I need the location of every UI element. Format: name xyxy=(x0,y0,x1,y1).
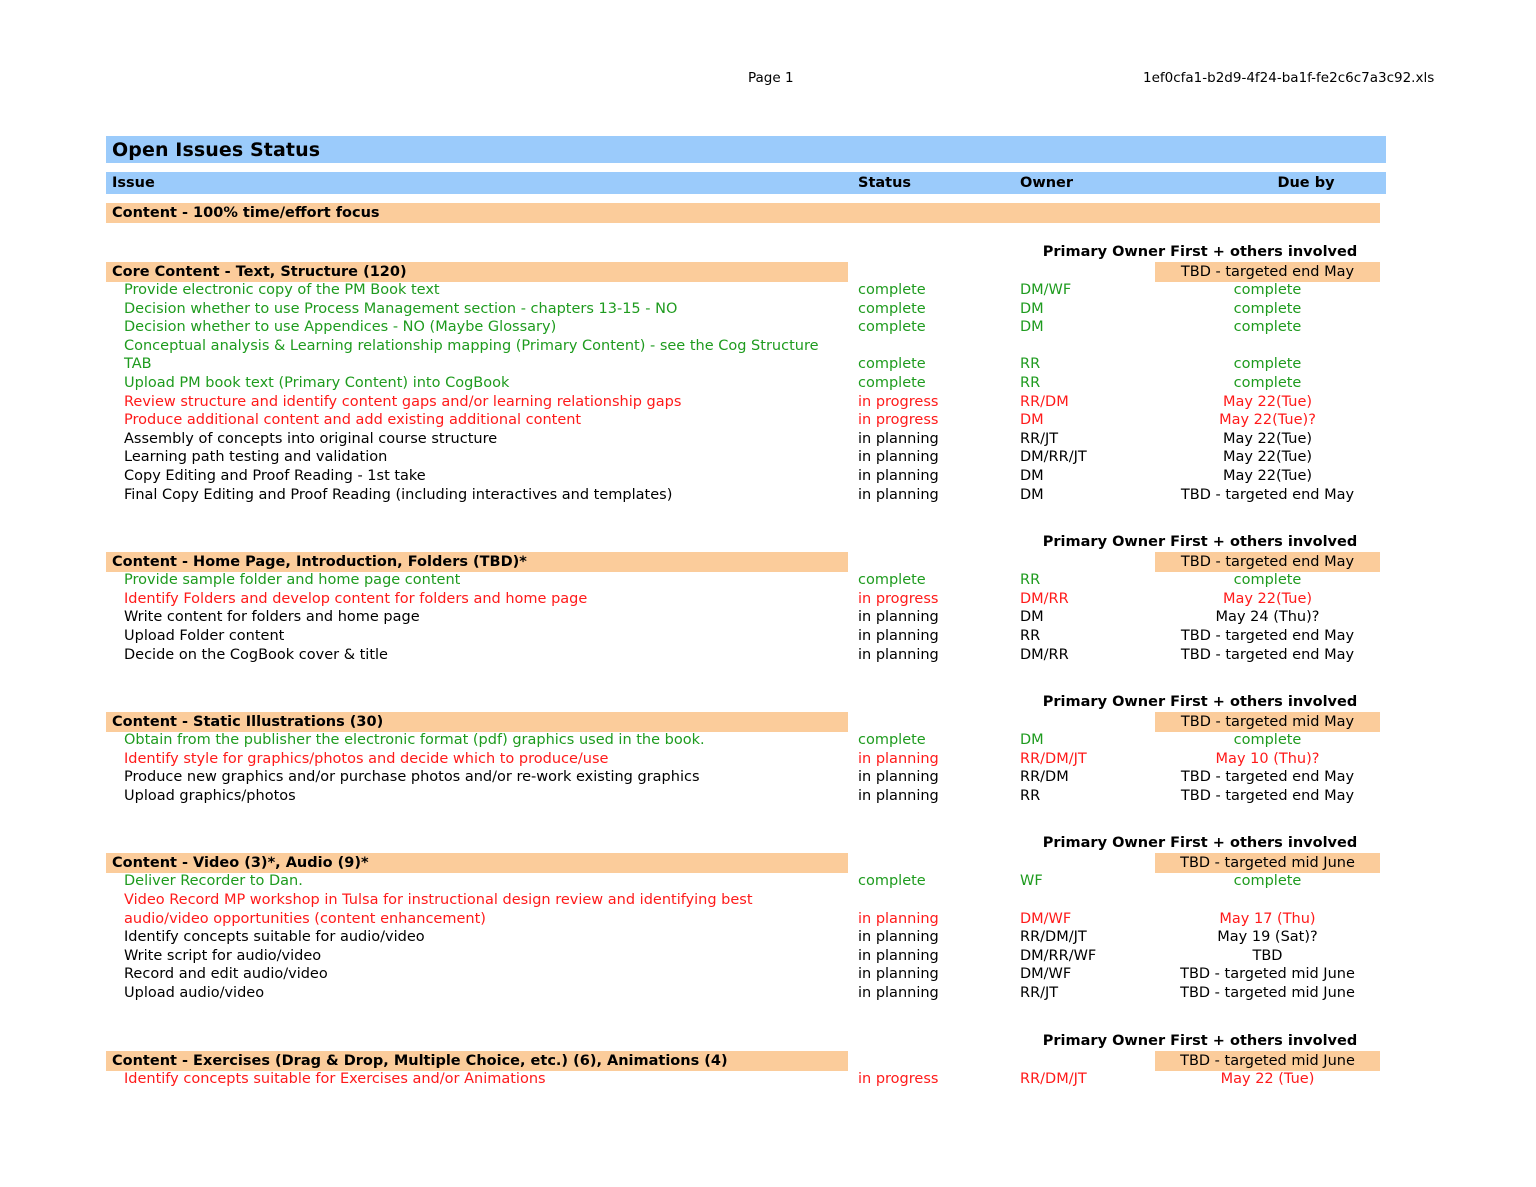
cell-owner: RR xyxy=(1020,572,1041,589)
section-header-row xyxy=(106,853,1386,873)
cell-owner: RR xyxy=(1020,356,1041,373)
cell-status: in progress xyxy=(858,590,939,607)
table-row[interactable] xyxy=(106,732,1386,751)
cell-due-by: complete xyxy=(1233,732,1302,749)
owner-caption-row xyxy=(106,692,1386,712)
cell-issue: Upload audio/video xyxy=(124,985,265,1002)
column-header-due-by: Due by xyxy=(1277,175,1335,191)
cell-issue: Conceptual analysis & Learning relationship mapping (Primary Content) - see the Cog Structure xyxy=(124,337,819,354)
table-row[interactable] xyxy=(106,751,1386,770)
spacer xyxy=(106,505,1386,532)
cell-due-by: complete xyxy=(1233,300,1302,317)
cell-status: complete xyxy=(858,873,926,890)
cell-owner: DM xyxy=(1020,732,1044,749)
owner-caption-row xyxy=(106,242,1386,262)
table-row[interactable] xyxy=(106,375,1386,394)
cell-owner: DM/RR/JT xyxy=(1020,449,1087,466)
spreadsheet-sheet xyxy=(106,136,1386,1089)
cell-issue: Write script for audio/video xyxy=(124,947,322,964)
section-heading: Core Content - Text, Structure (120) xyxy=(112,264,407,280)
table-row[interactable] xyxy=(106,948,1386,967)
cell-issue: Record and edit audio/video xyxy=(124,966,328,983)
cell-status: complete xyxy=(858,319,926,336)
spacer xyxy=(106,1004,1386,1031)
table-row[interactable] xyxy=(106,892,1386,911)
cell-status: in planning xyxy=(858,449,939,466)
cell-status: complete xyxy=(858,374,926,391)
cell-issue: Identify concepts suitable for Exercises and/or Animations xyxy=(124,1070,546,1087)
cell-due-by: May 19 (Sat)? xyxy=(1217,929,1318,946)
cell-due-by: May 10 (Thu)? xyxy=(1215,750,1320,767)
cell-due-by: TBD - targeted mid June xyxy=(1180,985,1355,1002)
cell-issue: Review structure and identify content gaps and/or learning relationship gaps xyxy=(124,393,682,410)
cell-issue: Identify Folders and develop content for folders and home page xyxy=(124,590,588,607)
cell-owner: DM/WF xyxy=(1020,910,1072,927)
cell-status: in planning xyxy=(858,430,939,447)
cell-issue: Identify style for graphics/photos and decide which to produce/use xyxy=(124,750,609,767)
cell-owner: DM/WF xyxy=(1020,966,1072,983)
page-title: Open Issues Status xyxy=(112,139,321,161)
table-row[interactable] xyxy=(106,319,1386,338)
table-row[interactable] xyxy=(106,628,1386,647)
owner-caption-label: Primary Owner First + others involved xyxy=(1042,1032,1358,1049)
section-target-date-badge: TBD - targeted end May xyxy=(1155,262,1380,282)
column-header-owner: Owner xyxy=(1020,175,1074,191)
cell-owner: WF xyxy=(1020,873,1043,890)
owner-caption-row xyxy=(106,532,1386,552)
cell-status: in planning xyxy=(858,769,939,786)
section-target-date-badge: TBD - targeted end May xyxy=(1155,552,1380,572)
cell-status: in planning xyxy=(858,627,939,644)
cell-due-by: complete xyxy=(1233,282,1302,298)
cell-owner: RR/DM/JT xyxy=(1020,929,1087,946)
cell-owner: DM xyxy=(1020,412,1044,429)
owner-caption-label: Primary Owner First + others involved xyxy=(1042,244,1358,260)
spacer xyxy=(106,163,1386,172)
table-row[interactable] xyxy=(106,572,1386,591)
cell-status: in planning xyxy=(858,646,939,663)
cell-status: in planning xyxy=(858,966,939,983)
section-target-date-badge: TBD - targeted mid May xyxy=(1155,712,1380,732)
cell-due-by: TBD - targeted end May xyxy=(1180,769,1355,786)
table-column-headers xyxy=(106,172,1386,194)
cell-status: complete xyxy=(858,300,926,317)
cell-status: complete xyxy=(858,282,926,298)
cell-status: in planning xyxy=(858,787,939,804)
table-row[interactable] xyxy=(106,788,1386,807)
cell-owner: RR/DM/JT xyxy=(1020,750,1087,767)
cell-owner: DM/WF xyxy=(1020,282,1072,298)
cell-issue: Produce new graphics and/or purchase photos and/or re-work existing graphics xyxy=(124,769,700,786)
cell-status: in planning xyxy=(858,609,939,626)
cell-owner: RR/DM xyxy=(1020,393,1069,410)
cell-issue: Upload PM book text (Primary Content) into CogBook xyxy=(124,374,510,391)
cell-owner: RR xyxy=(1020,627,1041,644)
cell-issue: Upload graphics/photos xyxy=(124,787,296,804)
cell-due-by: May 24 (Thu)? xyxy=(1215,609,1320,626)
section-header-row xyxy=(106,262,1386,282)
cell-status: in planning xyxy=(858,750,939,767)
table-row[interactable] xyxy=(106,301,1386,320)
sheet-title-banner xyxy=(106,136,1386,163)
table-row[interactable] xyxy=(106,911,1386,930)
spacer xyxy=(106,665,1386,692)
spacer xyxy=(106,806,1386,833)
cell-issue: Copy Editing and Proof Reading - 1st take xyxy=(124,467,426,484)
cell-due-by: May 22(Tue)? xyxy=(1219,412,1316,429)
cell-status: complete xyxy=(858,356,926,373)
table-row[interactable] xyxy=(106,394,1386,413)
owner-caption-label: Primary Owner First + others involved xyxy=(1042,534,1358,551)
cell-owner: DM/RR xyxy=(1020,646,1069,663)
cell-owner: RR/JT xyxy=(1020,430,1059,447)
table-row[interactable] xyxy=(106,449,1386,468)
table-row[interactable] xyxy=(106,487,1386,506)
section-heading: Content - Home Page, Introduction, Folders (TBD)* xyxy=(112,554,527,571)
cell-issue: Final Copy Editing and Proof Reading (including interactives and templates) xyxy=(124,486,673,503)
cell-owner: DM xyxy=(1020,467,1044,484)
cell-due-by: May 22(Tue) xyxy=(1222,430,1313,447)
table-row[interactable] xyxy=(106,929,1386,948)
cell-issue: Decision whether to use Appendices - NO (Maybe Glossary) xyxy=(124,319,557,336)
cell-due-by: complete xyxy=(1233,873,1302,890)
cell-due-by: TBD - targeted end May xyxy=(1180,787,1355,804)
table-row[interactable] xyxy=(106,609,1386,628)
cell-issue: Identify concepts suitable for audio/video xyxy=(124,929,425,946)
cell-due-by: complete xyxy=(1233,572,1302,589)
table-row[interactable] xyxy=(106,282,1386,301)
page-number-label: Page 1 xyxy=(748,70,794,86)
cell-status: in progress xyxy=(858,412,939,429)
cell-issue: Provide sample folder and home page content xyxy=(124,572,461,589)
section-target-date-badge: TBD - targeted mid June xyxy=(1155,853,1380,873)
column-header-issue: Issue xyxy=(112,175,155,191)
table-row[interactable] xyxy=(106,647,1386,666)
section-header-row xyxy=(106,1051,1386,1071)
owner-caption-label: Primary Owner First + others involved xyxy=(1042,835,1358,852)
cell-owner: DM xyxy=(1020,319,1044,336)
cell-due-by: May 22(Tue) xyxy=(1222,467,1313,484)
table-row[interactable] xyxy=(106,769,1386,788)
cell-owner: RR xyxy=(1020,787,1041,804)
table-row[interactable] xyxy=(106,1071,1386,1090)
cell-due-by: complete xyxy=(1233,356,1302,373)
cell-due-by: complete xyxy=(1233,319,1302,336)
table-row[interactable] xyxy=(106,873,1386,892)
cell-due-by: TBD - targeted end May xyxy=(1180,646,1355,663)
cell-due-by: May 17 (Thu) xyxy=(1219,910,1316,927)
cell-owner: DM/RR xyxy=(1020,590,1069,607)
sections-container xyxy=(106,242,1386,1089)
cell-owner: DM xyxy=(1020,486,1044,503)
cell-status: in progress xyxy=(858,1070,939,1087)
cell-issue: Video Record MP workshop in Tulsa for instructional design review and identifying best xyxy=(124,892,753,909)
cell-due-by: May 22(Tue) xyxy=(1222,393,1313,410)
cell-issue: Assembly of concepts into original course structure xyxy=(124,430,498,447)
cell-issue: Decision whether to use Process Management section - chapters 13-15 - NO xyxy=(124,300,678,317)
spacer xyxy=(106,194,1386,203)
cell-owner: RR xyxy=(1020,374,1041,391)
cell-issue: audio/video opportunities (content enhancement) xyxy=(124,910,486,927)
cell-issue: Obtain from the publisher the electronic format (pdf) graphics used in the book. xyxy=(124,732,705,749)
cell-due-by: TBD - targeted mid June xyxy=(1180,966,1355,983)
cell-owner: DM/RR/WF xyxy=(1020,947,1097,964)
cell-owner: RR/DM/JT xyxy=(1020,1070,1087,1087)
cell-issue: TAB xyxy=(124,356,152,373)
cell-issue: Decide on the CogBook cover & title xyxy=(124,646,388,663)
table-row[interactable] xyxy=(106,966,1386,985)
cell-issue: Upload Folder content xyxy=(124,627,285,644)
cell-due-by: TBD - targeted end May xyxy=(1180,486,1355,503)
top-section-banner xyxy=(106,203,1386,223)
cell-due-by: May 22(Tue) xyxy=(1222,590,1313,607)
column-header-status: Status xyxy=(858,175,912,191)
cell-due-by: TBD - targeted end May xyxy=(1180,627,1355,644)
cell-owner: DM xyxy=(1020,300,1044,317)
cell-status: in progress xyxy=(858,393,939,410)
table-row[interactable] xyxy=(106,591,1386,610)
table-row[interactable] xyxy=(106,338,1386,357)
owner-caption-label: Primary Owner First + others involved xyxy=(1042,694,1358,711)
table-row[interactable] xyxy=(106,468,1386,487)
cell-due-by: TBD xyxy=(1252,947,1283,964)
cell-status: in planning xyxy=(858,467,939,484)
cell-status: complete xyxy=(858,572,926,589)
cell-owner: DM xyxy=(1020,609,1044,626)
cell-status: in planning xyxy=(858,929,939,946)
print-header xyxy=(0,70,1536,90)
section-header-row xyxy=(106,552,1386,572)
spacer xyxy=(106,223,1386,242)
cell-status: complete xyxy=(858,732,926,749)
table-row[interactable] xyxy=(106,985,1386,1004)
cell-issue: Provide electronic copy of the PM Book text xyxy=(124,282,440,298)
cell-status: in planning xyxy=(858,985,939,1002)
table-row[interactable] xyxy=(106,356,1386,375)
section-heading: Content - Exercises (Drag & Drop, Multiple Choice, etc.) (6), Animations (4) xyxy=(112,1052,728,1069)
file-name-label: 1ef0cfa1-b2d9-4f24-ba1f-fe2c6c7a3c92.xls xyxy=(1143,70,1435,86)
cell-status: in planning xyxy=(858,486,939,503)
cell-issue: Write content for folders and home page xyxy=(124,609,420,626)
cell-issue: Learning path testing and validation xyxy=(124,449,388,466)
cell-due-by: May 22(Tue) xyxy=(1222,449,1313,466)
cell-owner: RR/DM xyxy=(1020,769,1069,786)
owner-caption-row xyxy=(106,833,1386,853)
cell-issue: Deliver Recorder to Dan. xyxy=(124,873,303,890)
section-heading: Content - Static Illustrations (30) xyxy=(112,714,384,731)
section-heading: Content - Video (3)*, Audio (9)* xyxy=(112,855,369,872)
section-header-row xyxy=(106,712,1386,732)
table-row[interactable] xyxy=(106,431,1386,450)
top-section-label: Content - 100% time/effort focus xyxy=(112,205,380,221)
cell-due-by: May 22 (Tue) xyxy=(1220,1070,1315,1087)
cell-status: in planning xyxy=(858,947,939,964)
cell-issue: Produce additional content and add existing additional content xyxy=(124,412,582,429)
cell-owner: RR/JT xyxy=(1020,985,1059,1002)
cell-status: in planning xyxy=(858,910,939,927)
section-target-date-badge: TBD - targeted mid June xyxy=(1155,1051,1380,1071)
table-row[interactable] xyxy=(106,412,1386,431)
owner-caption-row xyxy=(106,1031,1386,1051)
cell-due-by: complete xyxy=(1233,374,1302,391)
